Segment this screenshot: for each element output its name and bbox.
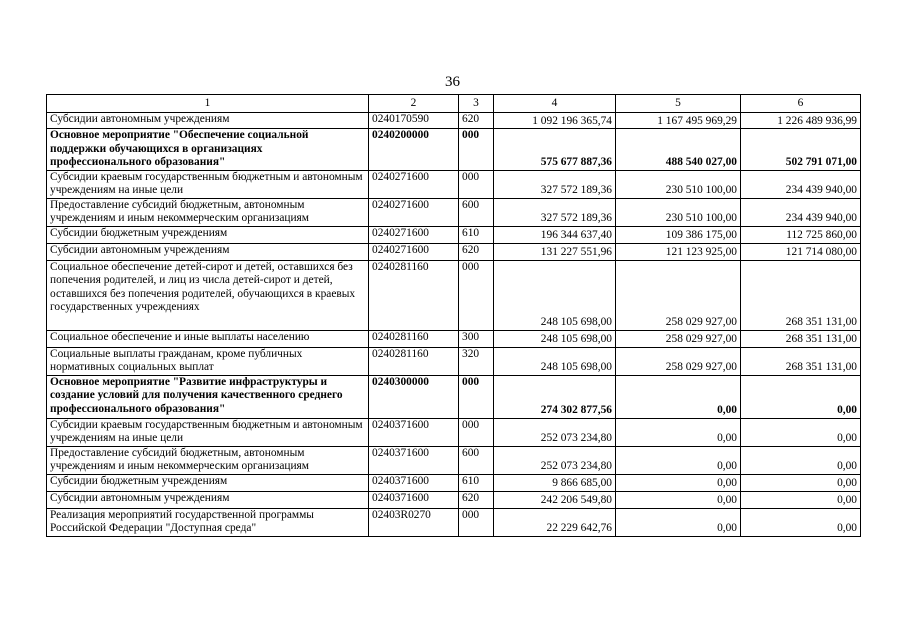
row-code: 0240300000 (369, 375, 459, 418)
row-value-col5: 109 386 175,00 (616, 226, 741, 243)
row-code: 0240271600 (369, 198, 459, 226)
row-value-col6: 0,00 (741, 446, 861, 474)
row-value-col5: 0,00 (616, 418, 741, 446)
row-value-col6: 234 439 940,00 (741, 198, 861, 226)
row-type-code: 600 (459, 198, 494, 226)
row-value-col4: 248 105 698,00 (494, 347, 616, 375)
table-row (47, 170, 861, 198)
header-cell-4: 4 (494, 95, 616, 113)
table-row (47, 446, 861, 474)
row-value-col5: 0,00 (616, 375, 741, 418)
table-row (47, 330, 861, 347)
row-name: Предоставление субсидий бюджетным, автономным учреждениям и иным некоммерческим организациям (47, 198, 369, 226)
row-value-col4: 22 229 642,76 (494, 508, 616, 536)
row-code: 0240200000 (369, 129, 459, 171)
row-value-col5: 258 029 927,00 (616, 330, 741, 347)
table-row (47, 347, 861, 375)
row-value-col6: 234 439 940,00 (741, 170, 861, 198)
table-row (47, 243, 861, 260)
row-value-col4: 327 572 189,36 (494, 170, 616, 198)
row-value-col4: 248 105 698,00 (494, 260, 616, 330)
row-name: Субсидии бюджетным учреждениям (47, 226, 369, 243)
row-code: 0240281160 (369, 330, 459, 347)
row-value-col6: 268 351 131,00 (741, 260, 861, 330)
row-name: Субсидии автономным учреждениям (47, 491, 369, 508)
row-value-col4: 327 572 189,36 (494, 198, 616, 226)
row-type-code: 600 (459, 446, 494, 474)
row-value-col5: 0,00 (616, 446, 741, 474)
row-value-col5: 488 540 027,00 (616, 129, 741, 171)
row-type-code: 000 (459, 508, 494, 536)
row-type-code: 300 (459, 330, 494, 347)
table-row (47, 491, 861, 508)
row-value-col6: 0,00 (741, 474, 861, 491)
row-value-col5: 258 029 927,00 (616, 347, 741, 375)
row-value-col4: 131 227 551,96 (494, 243, 616, 260)
row-code: 0240271600 (369, 170, 459, 198)
row-code: 0240271600 (369, 226, 459, 243)
row-code: 02403R0270 (369, 508, 459, 536)
header-cell-3: 3 (459, 95, 494, 113)
row-name: Субсидии краевым государственным бюджетным и автономным учреждениям на иные цели (47, 418, 369, 446)
table-row (47, 508, 861, 536)
row-name: Реализация мероприятий государственной программы Российской Федерации "Доступная среда" (47, 508, 369, 536)
row-code: 0240281160 (369, 347, 459, 375)
row-type-code: 000 (459, 260, 494, 330)
row-value-col5: 0,00 (616, 508, 741, 536)
row-value-col6: 112 725 860,00 (741, 226, 861, 243)
row-type-code: 000 (459, 375, 494, 418)
row-code: 0240271600 (369, 243, 459, 260)
row-type-code: 610 (459, 226, 494, 243)
row-value-col6: 0,00 (741, 508, 861, 536)
row-name: Социальное обеспечение и иные выплаты населению (47, 330, 369, 347)
row-value-col4: 248 105 698,00 (494, 330, 616, 347)
row-value-col6: 268 351 131,00 (741, 330, 861, 347)
row-name: Основное мероприятие "Обеспечение социальной поддержки обучающихся в организациях профессионального образования" (47, 129, 369, 171)
header-cell-6: 6 (741, 95, 861, 113)
row-name: Предоставление субсидий бюджетным, автономным учреждениям и иным некоммерческим организациям (47, 446, 369, 474)
row-value-col4: 242 206 549,80 (494, 491, 616, 508)
row-code: 0240371600 (369, 491, 459, 508)
table-row (47, 260, 861, 330)
header-cell-5: 5 (616, 95, 741, 113)
row-name: Субсидии автономным учреждениям (47, 113, 369, 129)
row-name: Социальное обеспечение детей-сирот и детей, оставшихся без попечения родителей, и лиц из числа детей-сирот и детей, оставшихся без попечения родителей, обучающихся в краевых государственных учреждениях (47, 260, 369, 330)
row-value-col4: 252 073 234,80 (494, 418, 616, 446)
table-row (47, 418, 861, 446)
row-type-code: 620 (459, 113, 494, 129)
row-code: 0240281160 (369, 260, 459, 330)
row-value-col4: 274 302 877,56 (494, 375, 616, 418)
row-name: Субсидии бюджетным учреждениям (47, 474, 369, 491)
row-value-col4: 575 677 887,36 (494, 129, 616, 171)
row-value-col6: 268 351 131,00 (741, 347, 861, 375)
table-row (47, 226, 861, 243)
row-value-col5: 0,00 (616, 474, 741, 491)
row-value-col4: 252 073 234,80 (494, 446, 616, 474)
table-row (47, 198, 861, 226)
row-code: 0240371600 (369, 474, 459, 491)
row-value-col4: 9 866 685,00 (494, 474, 616, 491)
row-value-col6: 1 226 489 936,99 (741, 113, 861, 129)
row-type-code: 000 (459, 170, 494, 198)
row-name: Социальные выплаты гражданам, кроме публичных нормативных социальных выплат (47, 347, 369, 375)
row-type-code: 000 (459, 129, 494, 171)
row-type-code: 610 (459, 474, 494, 491)
row-value-col6: 0,00 (741, 418, 861, 446)
row-value-col5: 230 510 100,00 (616, 198, 741, 226)
row-value-col4: 196 344 637,40 (494, 226, 616, 243)
header-row (47, 95, 861, 113)
row-name: Субсидии автономным учреждениям (47, 243, 369, 260)
row-value-col5: 1 167 495 969,29 (616, 113, 741, 129)
header-cell-1: 1 (47, 95, 369, 113)
table-row (47, 113, 861, 129)
row-type-code: 000 (459, 418, 494, 446)
table-row (47, 474, 861, 491)
row-type-code: 320 (459, 347, 494, 375)
row-value-col5: 121 123 925,00 (616, 243, 741, 260)
row-value-col6: 0,00 (741, 375, 861, 418)
budget-table (46, 94, 861, 537)
row-value-col6: 502 791 071,00 (741, 129, 861, 171)
row-type-code: 620 (459, 491, 494, 508)
row-code: 0240170590 (369, 113, 459, 129)
row-name: Основное мероприятие "Развитие инфраструктуры и создание условий для получения качественного среднего профессионального образования" (47, 375, 369, 418)
row-type-code: 620 (459, 243, 494, 260)
row-value-col6: 121 714 080,00 (741, 243, 861, 260)
row-value-col5: 230 510 100,00 (616, 170, 741, 198)
row-value-col5: 0,00 (616, 491, 741, 508)
row-value-col6: 0,00 (741, 491, 861, 508)
header-cell-2: 2 (369, 95, 459, 113)
table-row (47, 129, 861, 171)
row-code: 0240371600 (369, 418, 459, 446)
table-row (47, 375, 861, 418)
row-code: 0240371600 (369, 446, 459, 474)
row-value-col4: 1 092 196 365,74 (494, 113, 616, 129)
row-name: Субсидии краевым государственным бюджетным и автономным учреждениям на иные цели (47, 170, 369, 198)
row-value-col5: 258 029 927,00 (616, 260, 741, 330)
page-number: 36 (445, 74, 460, 90)
